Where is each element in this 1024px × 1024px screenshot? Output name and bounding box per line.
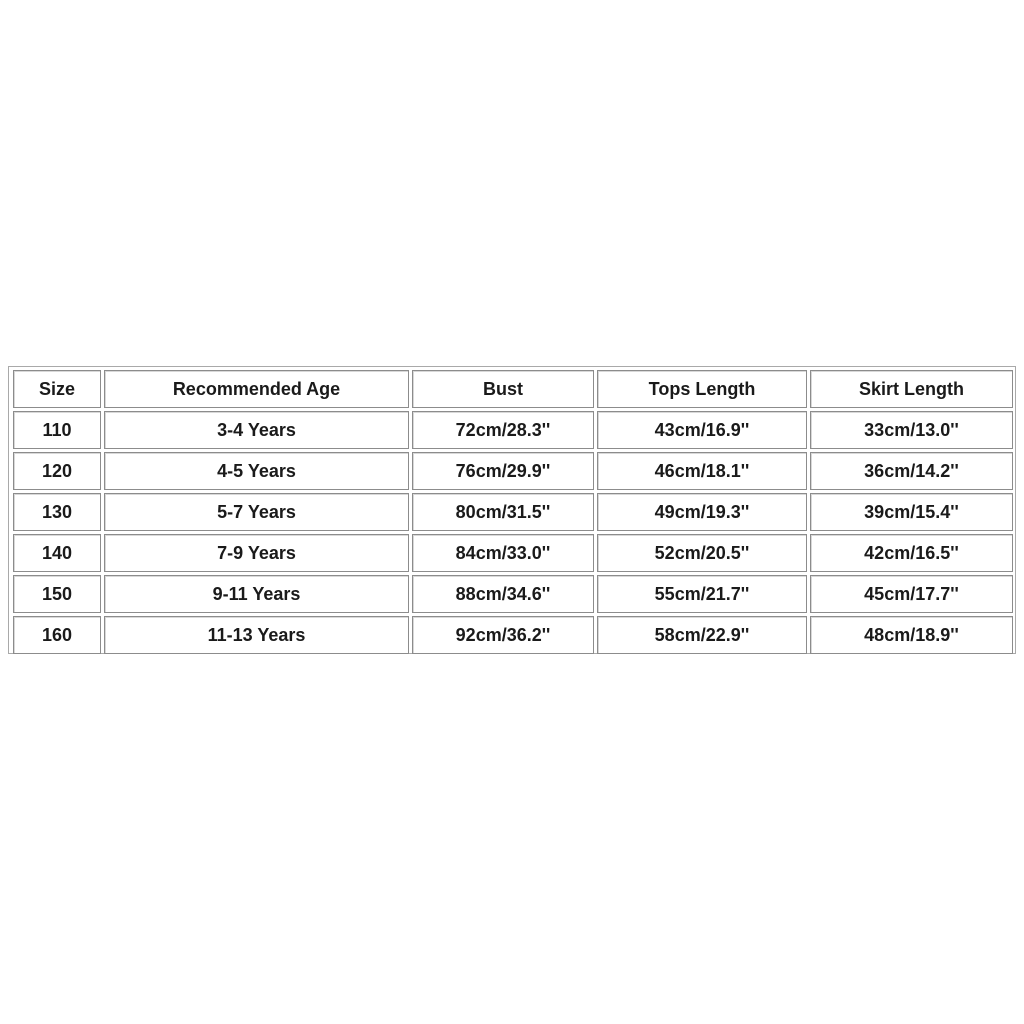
header-skirt-length: Skirt Length: [810, 370, 1013, 408]
header-bust: Bust: [412, 370, 594, 408]
cell-size: 150: [13, 575, 101, 613]
table-row: [13, 575, 1013, 613]
cell-bust: 76cm/29.9'': [412, 452, 594, 490]
cell-bust: 72cm/28.3'': [412, 411, 594, 449]
cell-bust: 84cm/33.0'': [412, 534, 594, 572]
header-row: [13, 370, 1013, 408]
size-chart-table: [8, 366, 1016, 654]
cell-recommended-age: 7-9 Years: [104, 534, 409, 572]
table-row: [13, 452, 1013, 490]
cell-tops-length: 52cm/20.5'': [597, 534, 807, 572]
header-tops-length: Tops Length: [597, 370, 807, 408]
cell-bust: 88cm/34.6'': [412, 575, 594, 613]
cell-size: 160: [13, 616, 101, 654]
table-row: [13, 493, 1013, 531]
cell-bust: 80cm/31.5'': [412, 493, 594, 531]
cell-tops-length: 55cm/21.7'': [597, 575, 807, 613]
table-row: [13, 616, 1013, 654]
cell-skirt-length: 33cm/13.0'': [810, 411, 1013, 449]
cell-skirt-length: 36cm/14.2'': [810, 452, 1013, 490]
cell-size: 120: [13, 452, 101, 490]
cell-skirt-length: 45cm/17.7'': [810, 575, 1013, 613]
cell-tops-length: 58cm/22.9'': [597, 616, 807, 654]
cell-tops-length: 43cm/16.9'': [597, 411, 807, 449]
table-row: [13, 411, 1013, 449]
cell-tops-length: 49cm/19.3'': [597, 493, 807, 531]
cell-recommended-age: 11-13 Years: [104, 616, 409, 654]
header-size: Size: [13, 370, 101, 408]
cell-size: 140: [13, 534, 101, 572]
cell-recommended-age: 9-11 Years: [104, 575, 409, 613]
cell-skirt-length: 39cm/15.4'': [810, 493, 1013, 531]
header-recommended-age: Recommended Age: [104, 370, 409, 408]
cell-recommended-age: 5-7 Years: [104, 493, 409, 531]
cell-size: 130: [13, 493, 101, 531]
cell-recommended-age: 4-5 Years: [104, 452, 409, 490]
size-chart-grid: [10, 367, 1016, 657]
cell-tops-length: 46cm/18.1'': [597, 452, 807, 490]
cell-bust: 92cm/36.2'': [412, 616, 594, 654]
cell-skirt-length: 48cm/18.9'': [810, 616, 1013, 654]
cell-skirt-length: 42cm/16.5'': [810, 534, 1013, 572]
cell-recommended-age: 3-4 Years: [104, 411, 409, 449]
table-row: [13, 534, 1013, 572]
cell-size: 110: [13, 411, 101, 449]
